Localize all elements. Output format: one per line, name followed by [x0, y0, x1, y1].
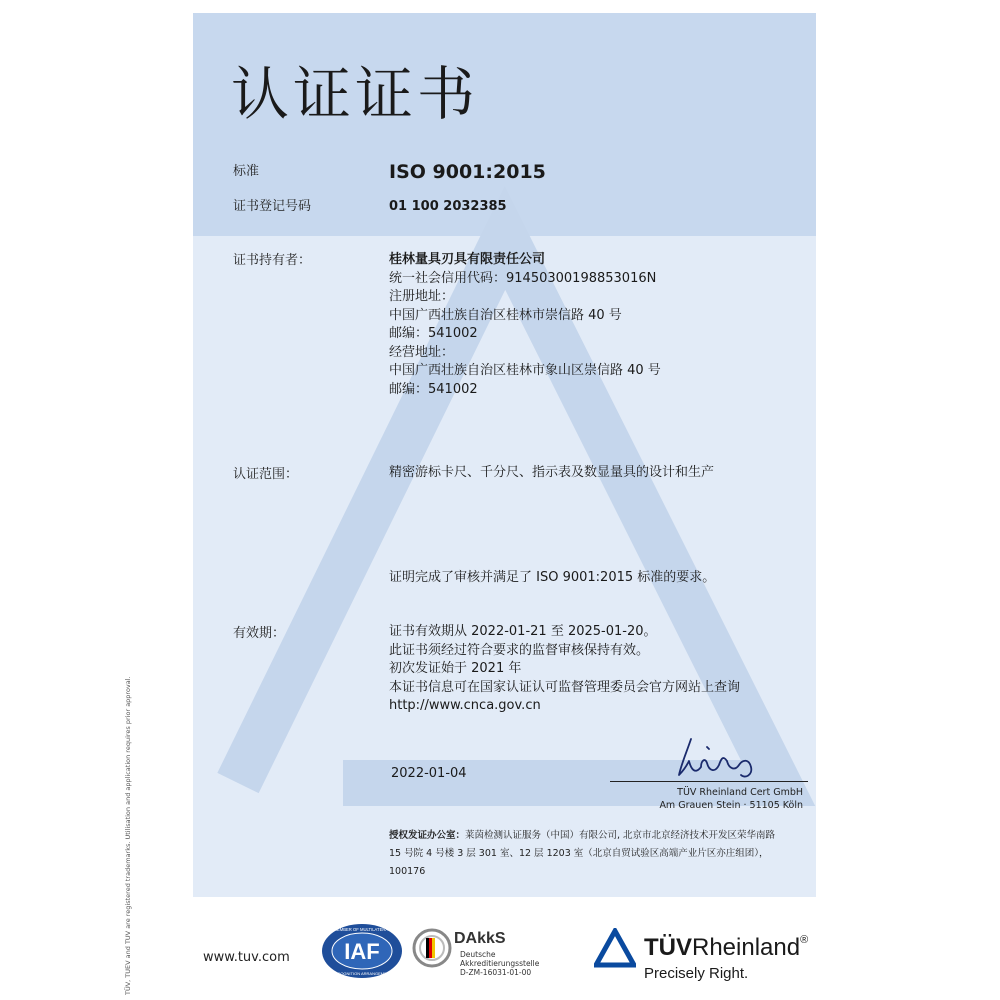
holder-business-address-label: 经营地址： — [389, 344, 455, 360]
holder-registered-address: 中国广西壮族自治区桂林市崇信路 40 号 — [389, 307, 622, 323]
registration-number-label: 证书登记号码 — [233, 199, 312, 214]
conformity-statement: 证明完成了审核并满足了 ISO 9001:2015 标准的要求。 — [389, 570, 716, 585]
dakks-line-1: Deutsche — [460, 950, 496, 959]
holder-registered-postcode: 邮编：541002 — [389, 326, 478, 341]
tuv-website-link[interactable]: www.tuv.com — [203, 950, 290, 965]
signature-line — [610, 781, 808, 782]
authorized-office-block — [389, 827, 809, 881]
holder-business-address: 中国广西壮族自治区桂林市象山区崇信路 40 号 — [389, 363, 661, 378]
tuv-brand-bold: TÜV — [644, 934, 692, 961]
dakks-line-2: Akkreditierungsstelle — [460, 959, 540, 968]
tuv-brand-rest: Rheinland — [692, 934, 801, 961]
holder-registered-address-label: 注册地址： — [389, 289, 455, 304]
initial-issue-year: 初次发证始于 2021 年 — [389, 661, 522, 676]
holder-credit-code: 统一社会信用代码：91450300198853016N — [389, 270, 657, 286]
validity-label: 有效期： — [233, 626, 286, 641]
dakks-name: DAkkS — [454, 930, 506, 947]
holder-block — [389, 251, 661, 399]
scope-value: 精密游标卡尺、千分尺、指示表及数显量具的设计和生产 — [389, 465, 715, 480]
standard-label: 标准 — [233, 164, 260, 179]
dakks-logo — [412, 922, 562, 984]
issuer-block — [573, 786, 803, 812]
authorized-office-label: 授权发证办公室： — [389, 830, 466, 841]
authorized-office-line-2: 15 号院 4 号楼 3 层 301 室、12 层 1203 室（北京自贸试验区高端产业片区亦庄组团）， — [389, 848, 769, 859]
issuer-address: Am Grauen Stein · 51105 Köln — [659, 800, 803, 811]
validity-block — [389, 623, 740, 716]
issue-date: 2022-01-04 — [391, 766, 467, 781]
issuer-name: TÜV Rheinland Cert GmbH — [677, 787, 803, 798]
holder-company-name: 桂林量具刃具有限责任公司 — [389, 252, 546, 267]
iaf-ring-bottom: RECOGNITION ARRANGEMENT — [331, 971, 393, 976]
tuv-tagline: Precisely Right. — [644, 965, 749, 982]
cnca-query-note: 本证书信息可在国家认证认可监督管理委员会官方网站上查询 — [389, 679, 741, 695]
iaf-emblem-icon — [320, 922, 404, 980]
tuv-triangle-logo-icon — [594, 928, 636, 968]
holder-label: 证书持有者： — [233, 253, 312, 268]
signature-icon — [671, 735, 771, 785]
dakks-emblem-icon — [412, 928, 452, 968]
tuv-rheinland-logo — [594, 924, 814, 984]
tuv-registered-mark: ® — [800, 934, 809, 946]
iaf-logo — [320, 922, 404, 980]
validity-period: 证书有效期从 2022-01-21 至 2025-01-20。 — [389, 624, 657, 639]
holder-business-postcode: 邮编：541002 — [389, 381, 478, 397]
iaf-text: IAF — [344, 939, 380, 964]
validity-condition: 此证书须经过符合要求的监督审核保持有效。 — [389, 642, 650, 658]
certificate-panel — [193, 13, 816, 897]
iaf-ring-top: MEMBER OF MULTILATERAL — [333, 927, 391, 932]
authorized-office-postcode: 100176 — [389, 866, 426, 877]
cnca-url: http://www.cnca.gov.cn — [389, 698, 541, 713]
scope-label: 认证范围： — [233, 467, 299, 482]
registration-number-value: 01 100 2032385 — [389, 199, 507, 214]
dakks-accreditation-number: D-ZM-16031-01-00 — [460, 968, 532, 977]
authorized-office-line-1: 莱茵检测认证服务（中国）有限公司, 北京市北京经济技术开发区荣华南路 — [465, 830, 776, 841]
trademark-side-note: TÜV, TUEV and TUV are registered trademarks. Utilisation and application requires prior approval. — [124, 676, 132, 995]
certificate-title: 认证证书 — [231, 60, 480, 128]
standard-value: ISO 9001:2015 — [389, 161, 546, 183]
